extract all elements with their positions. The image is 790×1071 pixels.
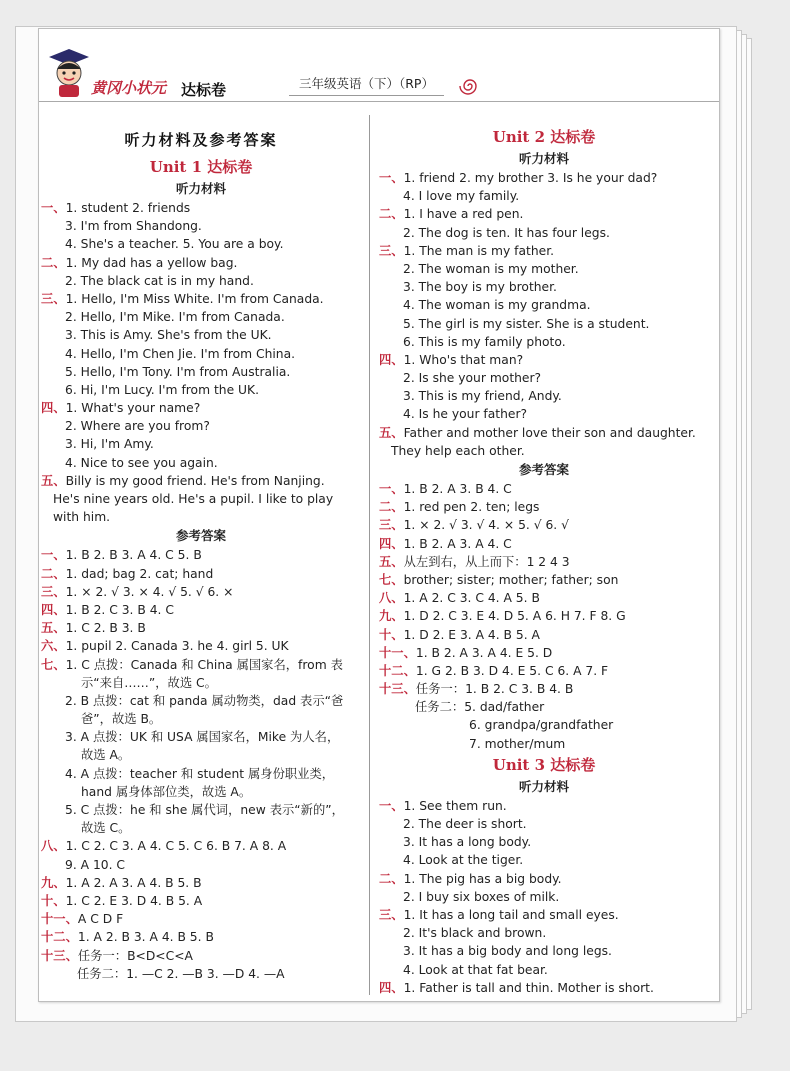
question-section-marker: 十、 (41, 893, 66, 908)
unit1-answer-text: 9. A 10. C (65, 857, 126, 872)
unit1-answer-line (41, 692, 361, 710)
question-section-marker: 三、 (379, 518, 404, 533)
unit2-answer-line (379, 480, 709, 498)
unit2-answer-text: 1. B 2. A 3. B 4. C (403, 482, 512, 496)
question-section-marker: 四、 (41, 401, 66, 416)
unit2-listening-text: 3. The boy is my brother. (403, 280, 557, 295)
unit1-answer-text: 1. C 2. C 3. A 4. C 5. C 6. B 7. A 8. A (65, 839, 287, 854)
column-divider (369, 115, 370, 995)
unit1-listening-text: 4. She's a teacher. 5. You are a boy. (65, 237, 284, 252)
unit2-answer-line (379, 735, 709, 753)
unit2-answer-line (379, 626, 709, 644)
unit2-answer-text: 任务一：1. B 2. C 3. B 4. B (415, 682, 574, 697)
unit1-answers-label: 参考答案 (175, 528, 226, 544)
unit2-listening-text: 2. The dog is ten. It has four legs. (403, 225, 610, 240)
unit1-listening-text: with him. (53, 510, 111, 525)
unit1-answer-text: 任务二：1. —C 2. —B 3. —D 4. —A (77, 966, 285, 981)
unit1-listening-text: 6. Hi, I'm Lucy. I'm from the UK. (65, 382, 260, 397)
unit2-listening-text: 2. The woman is my mother. (403, 261, 579, 276)
question-section-marker: 八、 (41, 839, 66, 854)
unit3-listening-line (379, 924, 709, 942)
unit3-listening-line (379, 942, 709, 960)
question-section-marker: 一、 (379, 171, 404, 185)
unit1-answer-text: 爸”，故选 B。 (81, 712, 162, 727)
question-section-marker: 二、 (41, 566, 66, 581)
unit3-listening-list (379, 797, 709, 997)
question-section-marker: 四、 (41, 602, 66, 617)
unit2-listening-text: They help each other. (391, 443, 525, 458)
question-section-marker: 十一、 (379, 645, 416, 660)
question-section-marker: 一、 (41, 548, 66, 563)
unit2-listening-line (379, 205, 709, 223)
unit1-listening-text: 1. Hello, I'm Miss White. I'm from Canada. (65, 291, 324, 306)
unit2-answer-line (379, 680, 709, 698)
unit2-answer-line (379, 553, 709, 571)
unit3-listening-text: 1. It has a long tail and small eyes. (403, 907, 619, 922)
unit1-answer-text: 故选 A。 (81, 748, 131, 763)
unit2-answer-line (379, 589, 709, 607)
unit1-listening-line (41, 454, 361, 472)
question-section-marker: 二、 (379, 207, 404, 222)
unit1-listening-line (41, 290, 361, 308)
unit2-answer-line (379, 607, 709, 625)
unit1-answer-line (41, 656, 361, 674)
unit3-listening-text: 1. Father is tall and thin. Mother is short. (403, 980, 654, 995)
unit3-listening-text: 1. See them run. (403, 798, 507, 813)
unit1-listening-list (41, 199, 361, 526)
unit1-listening-text: 4. Nice to see you again. (65, 455, 218, 470)
unit1-answer-text: 3. A 点拨：UK 和 USA 属国家名，Mike 为人名， (65, 730, 340, 745)
unit1-answer-line (41, 546, 361, 564)
unit3-listening-text: 2. It's black and brown. (403, 926, 547, 941)
unit1-listening-text: 2. The black cat is in my hand. (65, 273, 254, 288)
unit1-listening-text: 1. My dad has a yellow bag. (65, 255, 238, 270)
unit1-listening-text: 2. Hello, I'm Mike. I'm from Canada. (65, 310, 285, 325)
question-section-marker: 十二、 (379, 663, 416, 678)
unit2-answers-list (379, 480, 709, 753)
unit2-answer-text: 1. D 2. C 3. E 4. D 5. A 6. H 7. F 8. G (403, 609, 626, 624)
unit3-listening-line (379, 961, 709, 979)
unit2-listening-label: 听力材料 (518, 151, 569, 166)
unit1-answer-line (41, 801, 361, 819)
unit1-answer-line (41, 783, 361, 801)
unit2-listening-text: 6. This is my family photo. (403, 334, 566, 349)
question-section-marker: 七、 (41, 657, 66, 672)
question-section-marker: 一、 (41, 201, 66, 215)
unit1-listening-line (41, 435, 361, 453)
unit3-listening-text: 3. It has a big body and long legs. (403, 944, 612, 959)
unit1-answer-text: 1. dad; bag 2. cat; hand (65, 566, 214, 581)
unit2-answer-text: 从左到右，从上而下：1 2 4 3 (403, 554, 570, 569)
unit3-listening-text: 4. Look at that fat bear. (403, 962, 548, 977)
unit3-listening-line (379, 979, 709, 997)
unit1-heading: Unit 1 达标卷 (149, 158, 253, 176)
unit3-listening-line (379, 851, 709, 869)
unit2-answer-line (379, 698, 709, 716)
unit1-listening-line (41, 308, 361, 326)
unit1-answer-text: 1. pupil 2. Canada 3. he 4. girl 5. UK (65, 639, 289, 654)
unit1-answer-text: 1. C 点拨：Canada 和 China 属国家名，from 表 (65, 657, 343, 672)
unit2-answer-text: 任务二：5. dad/father (415, 700, 545, 715)
question-section-marker: 九、 (379, 609, 404, 624)
question-section-marker: 二、 (41, 255, 66, 270)
question-section-marker: 四、 (379, 536, 404, 551)
unit1-listening-line (41, 417, 361, 435)
unit2-answer-line (379, 716, 709, 734)
unit1-listening-line (41, 254, 361, 272)
unit2-listening-line (379, 187, 709, 205)
unit1-answer-line (41, 856, 361, 874)
question-section-marker: 十一、 (41, 912, 78, 927)
unit2-answer-text: 1. × 2. √ 3. √ 4. × 5. √ 6. √ (403, 518, 569, 533)
unit1-answer-line (41, 710, 361, 728)
unit2-listening-line (379, 351, 709, 369)
unit2-answer-text: 1. B 2. A 3. A 4. C (403, 536, 512, 551)
unit1-answer-text: 5. C 点拨：he 和 she 属代词，new 表示“新的”， (65, 803, 344, 817)
unit2-listening-text: 1. Who's that man? (403, 352, 524, 367)
unit1-answer-line (41, 601, 361, 619)
unit1-listening-line (41, 272, 361, 290)
unit1-listening-line (41, 490, 361, 508)
question-section-marker: 四、 (379, 980, 404, 995)
unit2-answer-text: 1. red pen 2. ten; legs (403, 500, 540, 515)
unit1-listening-text: 1. student 2. friends (65, 201, 191, 215)
grade-subject-label: 三年级英语（下）（RP） (289, 73, 444, 96)
unit2-listening-line (379, 405, 709, 423)
unit1-answer-text: A C D F (77, 912, 124, 927)
unit1-answer-text: 1. B 2. C 3. B 4. C (65, 602, 174, 617)
question-section-marker: 三、 (41, 584, 66, 599)
question-section-marker: 三、 (379, 907, 404, 922)
unit2-listening-text: 4. I love my family. (403, 189, 520, 204)
unit2-answer-text: brother; sister; mother; father; son (403, 572, 619, 587)
unit3-listening-line (379, 870, 709, 888)
question-section-marker: 三、 (379, 243, 404, 258)
question-section-marker: 十二、 (41, 930, 78, 945)
unit2-answer-line (379, 662, 709, 680)
right-column (379, 125, 709, 997)
question-section-marker: 二、 (379, 500, 404, 515)
unit3-listening-line (379, 833, 709, 851)
unit1-answer-line (41, 892, 361, 910)
unit1-answer-line (41, 910, 361, 928)
unit3-listening-text: 2. The deer is short. (403, 817, 527, 831)
unit3-listening-text: 1. The pig has a big body. (403, 871, 562, 886)
unit1-answer-text: 1. C 2. E 3. D 4. B 5. A (65, 893, 203, 908)
question-section-marker: 五、 (379, 554, 404, 569)
mascot-logo-icon (43, 43, 95, 99)
unit1-answer-text: 2. B 点拨：cat 和 panda 属动物类，dad 表示“爸 (65, 693, 344, 708)
question-section-marker: 二、 (379, 871, 404, 886)
unit1-listening-text: 3. Hi, I'm Amy. (65, 437, 154, 452)
unit3-listening-line (379, 815, 709, 833)
unit1-answer-text: hand 属身体部位类，故选 A。 (81, 784, 252, 799)
unit2-listening-line (379, 278, 709, 296)
unit2-listening-text: 2. Is she your mother? (403, 371, 542, 386)
unit1-answer-text: 1. B 2. B 3. A 4. C 5. B (65, 548, 202, 563)
question-section-marker: 十三、 (41, 948, 78, 963)
unit3-listening-label: 听力材料 (518, 778, 569, 794)
unit3-listening-line (379, 797, 709, 815)
unit2-answer-line (379, 516, 709, 534)
question-section-marker: 十三、 (379, 682, 416, 697)
unit1-listening-text: 3. This is Amy. She's from the UK. (65, 328, 272, 343)
unit1-answer-line (41, 819, 361, 837)
unit2-listening-text: 1. The man is my father. (403, 243, 555, 258)
unit1-answer-line (41, 619, 361, 637)
question-section-marker: 七、 (379, 572, 404, 587)
unit1-answer-line (41, 837, 361, 855)
unit1-answer-text: 1. C 2. B 3. B (65, 621, 146, 636)
unit2-listening-line (379, 369, 709, 387)
unit1-listening-text: Billy is my good friend. He's from Nanjing. (65, 473, 325, 488)
unit1-listening-line (41, 345, 361, 363)
unit2-listening-line (379, 296, 709, 314)
unit2-listening-list (379, 169, 709, 460)
question-section-marker: 一、 (379, 798, 404, 813)
unit3-listening-text: 3. It has a long body. (403, 835, 532, 850)
unit2-listening-line (379, 424, 709, 442)
unit2-listening-line (379, 169, 709, 187)
unit1-listening-line (41, 235, 361, 253)
question-section-marker: 一、 (379, 482, 404, 496)
unit2-listening-text: 1. friend 2. my brother 3. Is he your dad? (403, 171, 658, 185)
unit1-listening-text: 5. Hello, I'm Tony. I'm from Australia. (65, 364, 291, 379)
unit2-listening-text: 1. I have a red pen. (403, 207, 524, 222)
unit2-answer-line (379, 498, 709, 516)
question-section-marker: 五、 (379, 425, 404, 440)
unit3-heading: Unit 3 达标卷 (492, 755, 596, 774)
unit2-answer-text: 6. grandpa/grandfather (469, 718, 614, 733)
unit2-answer-text: 7. mother/mum (469, 736, 566, 751)
unit1-answer-text: 故选 C。 (81, 821, 131, 836)
unit1-listening-line (41, 326, 361, 344)
unit1-listening-text: 4. Hello, I'm Chen Jie. I'm from China. (65, 346, 296, 361)
unit1-listening-text: He's nine years old. He's a pupil. I like to play (53, 492, 334, 506)
unit2-listening-line (379, 315, 709, 333)
header-divider (39, 101, 719, 102)
unit2-heading: Unit 2 达标卷 (492, 128, 596, 146)
question-section-marker: 三、 (41, 291, 66, 306)
unit2-listening-line (379, 242, 709, 260)
left-column (41, 125, 361, 983)
unit2-listening-line (379, 387, 709, 405)
question-section-marker: 五、 (41, 473, 66, 488)
unit2-answer-line (379, 571, 709, 589)
question-section-marker: 十、 (379, 627, 404, 642)
unit1-listening-text: 1. What's your name? (65, 401, 201, 416)
question-section-marker: 六、 (41, 639, 66, 654)
unit1-listening-line (41, 399, 361, 417)
unit1-listening-line (41, 508, 361, 526)
unit2-listening-line (379, 442, 709, 460)
unit1-listening-text: 3. I'm from Shandong. (65, 219, 202, 234)
question-section-marker: 九、 (41, 875, 66, 890)
question-section-marker: 五、 (41, 621, 66, 636)
unit1-answer-text: 任务一：B<D<C<A (77, 948, 193, 963)
unit1-answer-text: 1. A 2. B 3. A 4. B 5. B (77, 930, 214, 945)
unit2-answer-line (379, 644, 709, 662)
unit1-answers-list (41, 546, 361, 983)
unit1-answer-line (41, 674, 361, 692)
unit1-answer-line (41, 928, 361, 946)
unit2-answer-text: 1. G 2. B 3. D 4. E 5. C 6. A 7. F (415, 663, 609, 678)
unit1-answer-line (41, 947, 361, 965)
unit1-answer-line (41, 728, 361, 746)
unit1-answer-text: 1. × 2. √ 3. × 4. √ 5. √ 6. × (65, 584, 234, 599)
unit2-answer-text: 1. D 2. E 3. A 4. B 5. A (403, 627, 540, 642)
unit1-answer-text: 示“来自……”，故选 C。 (81, 675, 217, 690)
unit1-answer-line (41, 565, 361, 583)
unit2-answer-line (379, 535, 709, 553)
unit2-listening-text: 5. The girl is my sister. She is a student. (403, 316, 650, 331)
brand-logo-text: 黄冈小状元 (91, 79, 167, 97)
answer-key-page (38, 28, 720, 1002)
unit1-answer-line (41, 637, 361, 655)
unit1-answer-line (41, 583, 361, 601)
unit1-listening-line (41, 217, 361, 235)
unit2-listening-text: 3. This is my friend, Andy. (403, 389, 562, 404)
unit2-answers-label: 参考答案 (518, 462, 569, 477)
page-header (39, 29, 719, 99)
unit1-answer-line (41, 965, 361, 983)
unit3-listening-line (379, 888, 709, 906)
unit1-listening-line (41, 199, 361, 217)
unit2-listening-text: Father and mother love their son and daughter. (403, 425, 696, 440)
unit2-listening-text: 4. The woman is my grandma. (403, 298, 591, 313)
unit1-listening-line (41, 381, 361, 399)
unit1-answer-line (41, 874, 361, 892)
page-title: 听力材料及参考答案 (124, 131, 278, 149)
unit3-listening-text: 4. Look at the tiger. (403, 853, 524, 868)
unit3-listening-text: 2. I buy six boxes of milk. (403, 889, 560, 904)
unit2-listening-line (379, 224, 709, 242)
unit2-listening-line (379, 260, 709, 278)
unit1-listening-text: 2. Where are you from? (65, 419, 210, 434)
unit1-listening-line (41, 363, 361, 381)
unit1-answer-text: 4. A 点拨：teacher 和 student 属身份职业类， (65, 766, 335, 781)
swirl-decoration-icon (457, 75, 483, 97)
unit1-answer-text: 1. A 2. A 3. A 4. B 5. B (65, 875, 202, 890)
unit1-answer-line (41, 746, 361, 764)
unit2-listening-text: 4. Is he your father? (403, 407, 528, 422)
unit1-listening-line (41, 472, 361, 490)
question-section-marker: 八、 (379, 591, 404, 606)
question-section-marker: 四、 (379, 352, 404, 367)
unit1-listening-label: 听力材料 (175, 181, 226, 196)
unit2-answer-text: 1. B 2. A 3. A 4. E 5. D (415, 645, 553, 660)
unit1-answer-line (41, 765, 361, 783)
unit3-listening-line (379, 906, 709, 924)
unit2-listening-line (379, 333, 709, 351)
paper-type-label: 达标卷 (181, 81, 227, 99)
unit2-answer-text: 1. A 2. C 3. C 4. A 5. B (403, 591, 540, 606)
